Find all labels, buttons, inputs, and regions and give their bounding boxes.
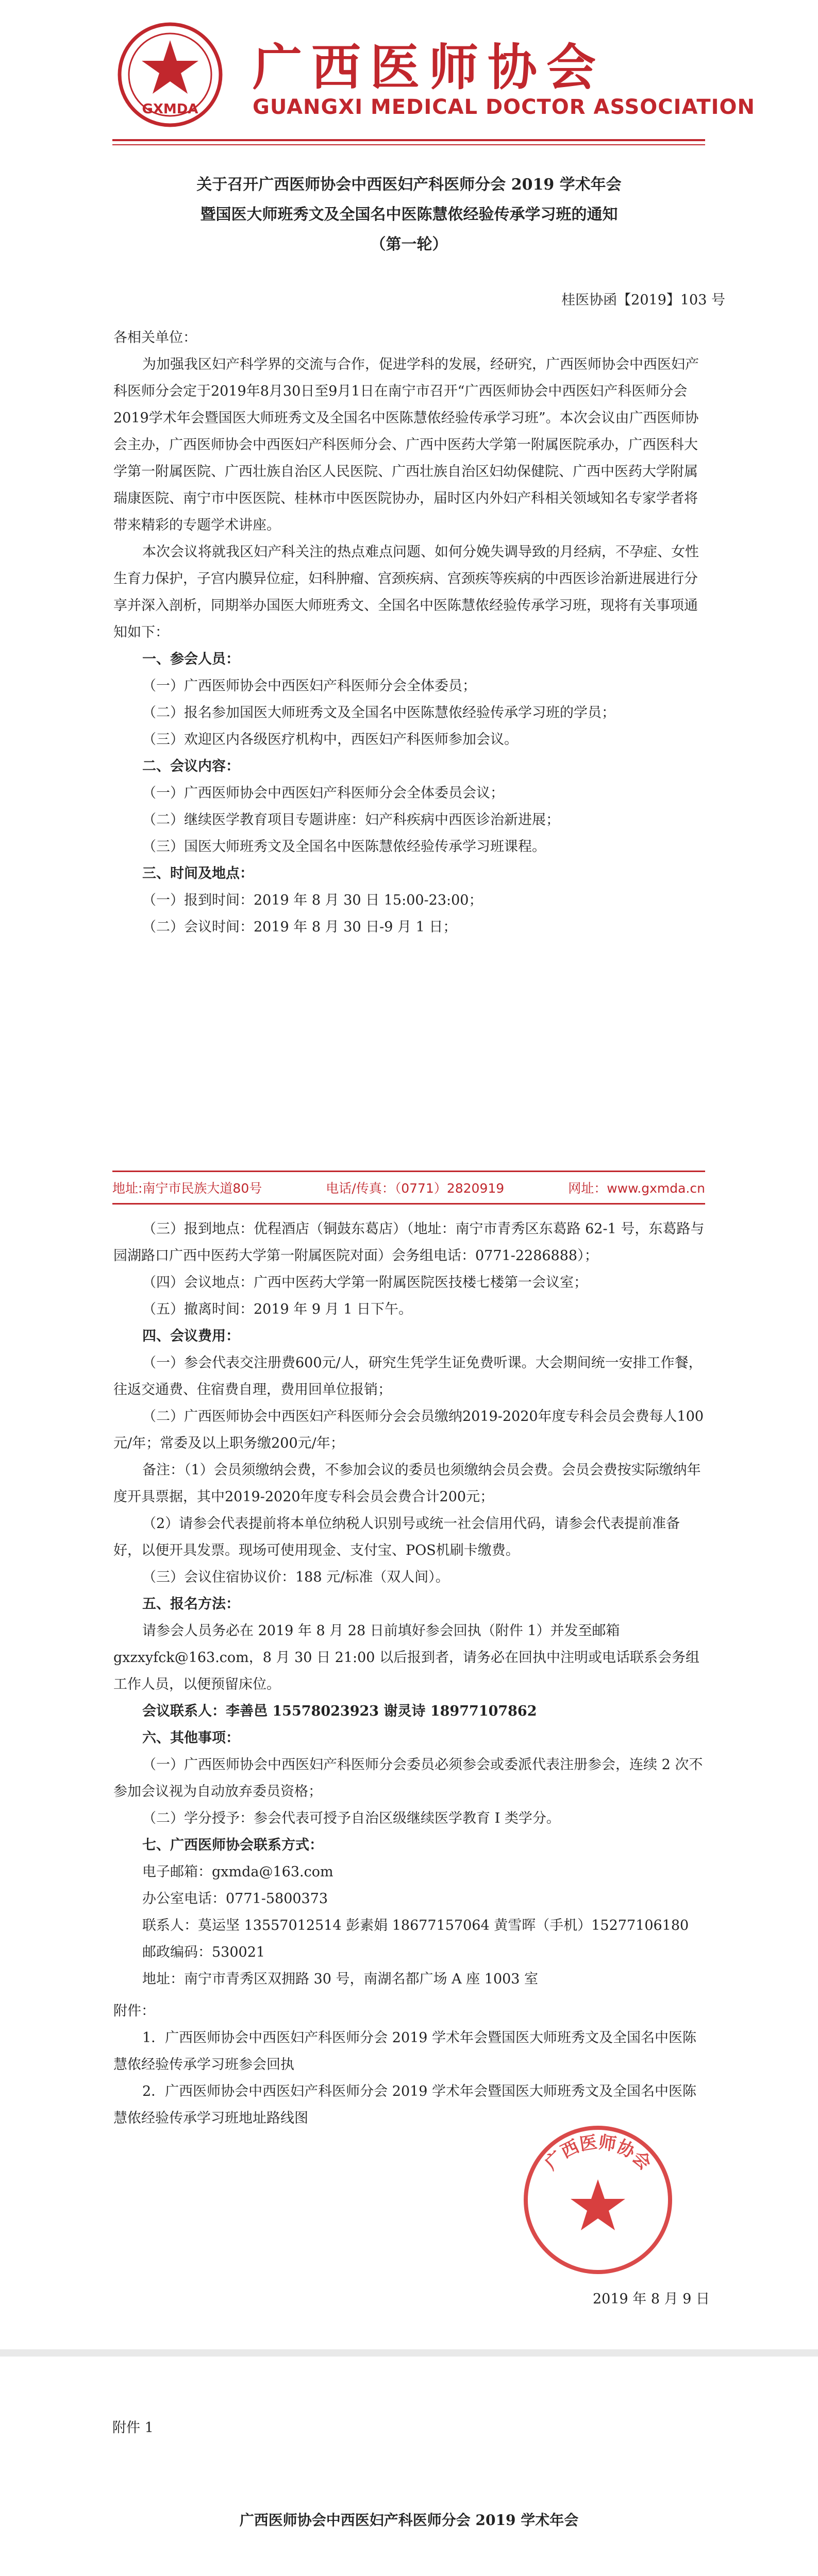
meeting-contacts: 会议联系人：李善邑 15578023923 谢灵诗 18977107862 <box>142 1703 537 1719</box>
document-number: 桂医协函【2019】103 号 <box>561 292 725 308</box>
section-heading: 三、时间及地点： <box>142 866 254 882</box>
title-line-1: 关于召开广西医师协会中西医妇产科医师分会 2019 学术年会 <box>196 176 622 194</box>
list-item: （一）广西医师协会中西医妇产科医师分会全体委员； <box>142 678 476 694</box>
association-address: 地址：南宁市青秀区双拥路 30 号，南湖名都广场 A 座 1003 室 <box>142 1971 539 1987</box>
list-item: （2）请参会代表提前将本单位纳税人识别号或统一社会信用代码，请参会代表提前准备好，以便开具发票。现场可使用现金、支付宝、POS机刷卡缴费。 <box>113 1516 680 1558</box>
list-item: （二）广西医师协会中西医妇产科医师分会会员缴纳2019-2020年度专科会员会费每人100元/年；常委及以上职务缴200元/年； <box>113 1409 704 1451</box>
association-contacts: 联系人：莫运坚 13557012514 彭素娟 18677157064 黄雪晖（手机）15277106180 <box>142 1918 689 1934</box>
org-name-cn: 广西医师协会 <box>253 39 605 96</box>
section-heading: 一、参会人员： <box>142 651 240 667</box>
section-heading: 五、报名方法： <box>142 1596 240 1612</box>
intro-paragraph-2: 本次会议将就我区妇产科关注的热点难点问题、如何分娩失调导致的月经病，不孕症、女性生育力保护，子宫内膜异位症，妇科肿瘤、宫颈疾病、宫颈疾等疾病的中西医诊治新进展进行分享并深入剖析，同期举办国医大师班秀文、全国名中医陈慧侬经验传承学习班，现将有关事项通知如下： <box>113 544 699 640</box>
notice-body-part2 <box>113 1216 706 2132</box>
org-name-en: GUANGXI MEDICAL DOCTOR ASSOCIATION <box>253 95 756 119</box>
list-item: 备注：（1）会员须缴纳会费，不参加会议的委员也须缴纳会员会费。会员会费按实际缴纳年度开具票据，其中2019-2020年度专科会员会费合计200元； <box>113 1462 701 1505</box>
list-item: （三）国医大师班秀文及全国名中医陈慧侬经验传承学习班课程。 <box>142 839 546 855</box>
footer-address: 地址:南宁市民族大道80号 <box>112 1181 262 1196</box>
footer-phone: 电话/传真：（0771）2820919 <box>326 1181 505 1196</box>
page-divider <box>0 2349 818 2357</box>
attachments-label: 附件： <box>113 2003 155 2019</box>
section-heading: 二、会议内容： <box>142 758 240 774</box>
signature-date: 2019 年 8 月 9 日 <box>593 2291 710 2307</box>
attachment-item: 1．广西医师协会中西医妇产科医师分会 2019 学术年会暨国医大师班秀文及全国名中医陈慧侬经验传承学习班参会回执 <box>113 2030 697 2073</box>
footer-website[interactable]: 网址：www.gxmda.cn <box>568 1181 705 1196</box>
list-item: （三）欢迎区内各级医疗机构中，西医妇产科医师参加会议。 <box>142 732 518 748</box>
attachment1-title-1: 广西医师协会中西医妇产科医师分会 2019 学术年会 <box>239 2512 579 2529</box>
attachment-item: 2．广西医师协会中西医妇产科医师分会 2019 学术年会暨国医大师班秀文及全国名中医陈慧侬经验传承学习班地址路线图 <box>113 2083 697 2126</box>
section-heading: 七、广西医师协会联系方式： <box>142 1837 323 1853</box>
association-logo-icon <box>116 21 224 129</box>
title-line-3: （第一轮） <box>370 235 448 253</box>
salutation: 各相关单位： <box>113 330 197 346</box>
list-item: （一）参会代表交注册费600元/人，研究生凭学生证免费听课。大会期间统一安排工作餐，往返交通费、住宿费自理，费用回单位报销； <box>113 1355 703 1398</box>
logo-text: GXMDA <box>142 101 198 117</box>
association-office-phone: 办公室电话：0771-5800373 <box>142 1891 328 1907</box>
list-item: （一）广西医师协会中西医妇产科医师分会全体委员会议； <box>142 785 504 801</box>
association-postcode: 邮政编码：530021 <box>142 1944 265 1960</box>
section-heading: 四、会议费用： <box>142 1328 240 1344</box>
notice-body-part1 <box>113 325 706 941</box>
letterhead-footer <box>112 1171 705 1205</box>
notice-title <box>0 170 818 260</box>
registration-text: 请参会人员务必在 2019 年 8 月 28 日前填好参会回执（附件 1）并发至邮箱 gxzxyfck@163.com，8 月 30 日 21:00 以后报到者，请务必在回执中注明或电话联系会务组工作人员，以便预留床位。 <box>113 1623 700 1692</box>
intro-paragraph-1: 为加强我区妇产科学界的交流与合作，促进学科的发展，经研究，广西医师协会中西医妇产科医师分会定于2019年8月30日至9月1日在南宁市召开“广西医师协会中西医妇产科医师分会2019学术年会暨国医大师班秀文及全国名中医陈慧侬经验传承学习班”。本次会议由广西医师协会主办，广西医师协会中西医妇产科医师分会、广西中医药大学第一附属医院承办，广西医科大学第一附属医院、广西壮族自治区人民医院、广西壮族自治区妇幼保健院、广西中医药大学附属瑞康医院、南宁市中医医院、桂林市中医医院协办，届时区内外妇产科相关领域知名专家学者将带来精彩的专题学术讲座。 <box>113 357 699 533</box>
list-item: （二）学分授予：参会代表可授予自治区级继续医学教育 I 类学分。 <box>142 1810 560 1826</box>
section-heading: 六、其他事项： <box>142 1730 240 1746</box>
list-item: （三）报到地点：优程酒店（铜鼓东葛店）（地址：南宁市青秀区东葛路 62-1 号，东葛路与园湖路口广西中医药大学第一附属医院对面）会务组电话：0771-2286888）； <box>113 1221 705 1264</box>
list-item: （二）会议时间：2019 年 8 月 30 日-9 月 1 日； <box>142 919 457 935</box>
letterhead <box>0 0 818 155</box>
association-email: 电子邮箱：gxmda@163.com <box>142 1864 333 1880</box>
title-line-2: 暨国医大师班秀文及全国名中医陈慧侬经验传承学习班的通知 <box>200 206 618 224</box>
header-divider-thin <box>112 144 705 145</box>
list-item: （一）报到时间：2019 年 8 月 30 日 15:00-23:00； <box>142 892 483 908</box>
header-divider <box>112 139 705 141</box>
official-seal-icon <box>521 2123 675 2277</box>
list-item: （二）继续医学教育项目专题讲座：妇产科疾病中西医诊治新进展； <box>142 812 560 828</box>
list-item: （四）会议地点：广西中医药大学第一附属医院医技楼七楼第一会议室； <box>142 1275 588 1291</box>
list-item: （五）撤离时间：2019 年 9 月 1 日下午。 <box>142 1301 412 1317</box>
attachment1-label: 附件 1 <box>112 2420 154 2436</box>
seal-text: 广西医师协会 <box>541 2132 655 2174</box>
list-item: （三）会议住宿协议价：188 元/标准（双人间）。 <box>142 1569 449 1585</box>
list-item: （一）广西医师协会中西医妇产科医师分会委员必须参会或委派代表注册参会，连续 2 次不参加会议视为自动放弃委员资格； <box>113 1757 703 1800</box>
list-item: （二）报名参加国医大师班秀文及全国名中医陈慧侬经验传承学习班的学员； <box>142 705 615 721</box>
